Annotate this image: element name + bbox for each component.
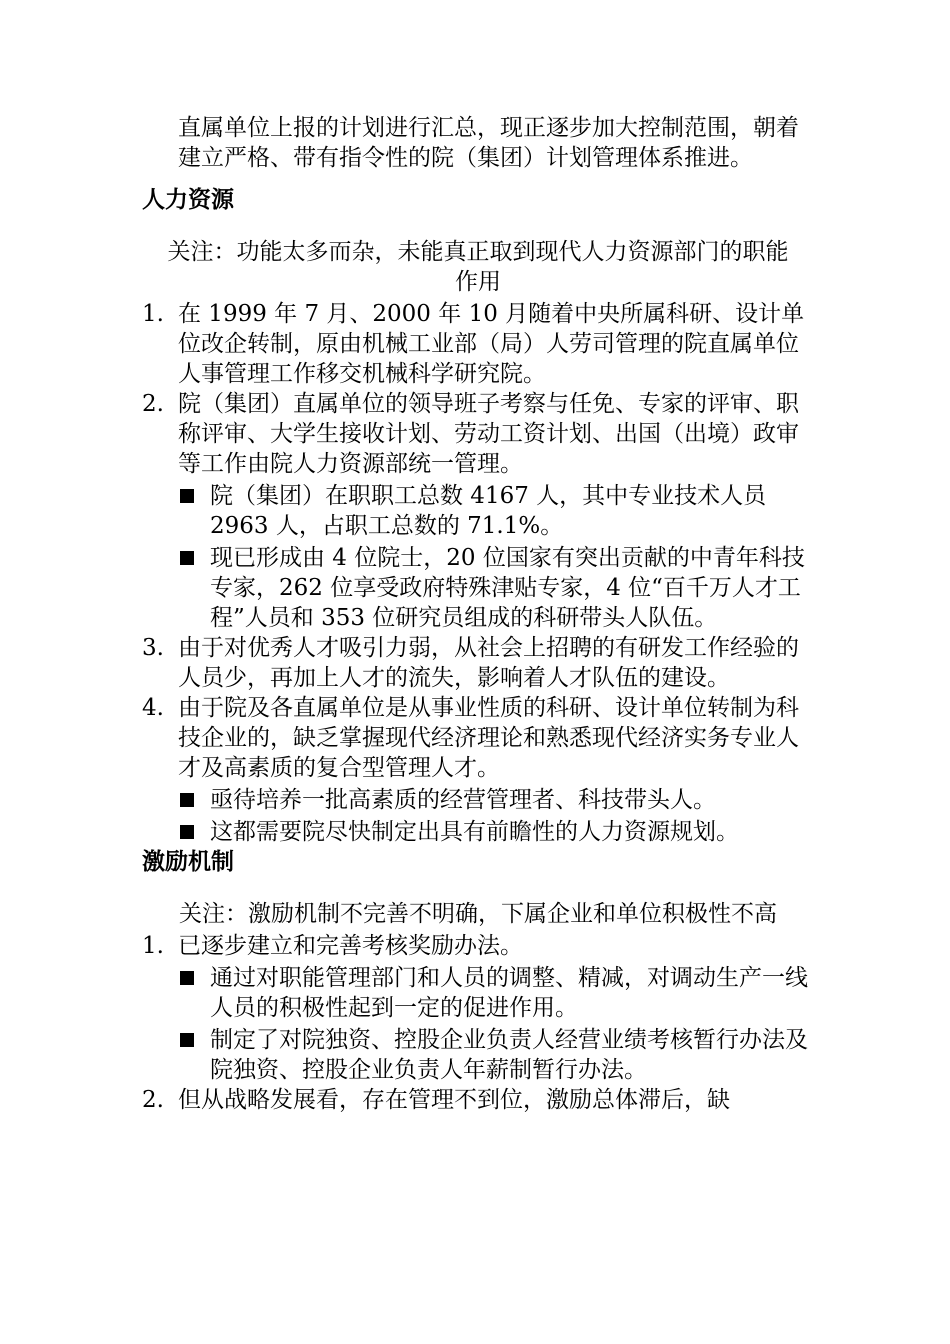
document-content xyxy=(142,113,814,1115)
bullet-text: 这都需要院尽快制定出具有前瞻性的人力资源规划。 xyxy=(210,819,739,845)
hr-item-1 xyxy=(142,299,814,389)
item-number: 3. xyxy=(142,635,164,661)
hr-bullet xyxy=(142,481,814,541)
incentive-bullet xyxy=(142,963,814,1023)
square-bullet-icon xyxy=(178,481,210,541)
item-number: 2. xyxy=(142,1087,164,1113)
section-heading-incentive: 激励机制 xyxy=(142,849,234,875)
incentive-bullet xyxy=(142,1025,814,1085)
hr-item-2 xyxy=(142,389,814,479)
square-bullet-icon xyxy=(178,785,210,815)
bullet-text: 院（集团）在职职工总数 4167 人，其中专业技术人员 2963 人，占职工总数的 71.1%。 xyxy=(210,483,767,539)
item-text: 在 1999 年 7 月、2000 年 10 月随着中央所属科研、设计单位改企转制，原由机械工业部（局）人劳司管理的院直属单位人事管理工作移交机械科学研究院。 xyxy=(178,301,805,387)
item-text: 已逐步建立和完善考核奖励办法。 xyxy=(178,933,523,959)
square-bullet-icon xyxy=(178,963,210,1023)
incentive-item-2 xyxy=(142,1085,814,1115)
item-number: 1. xyxy=(142,933,164,959)
hr-bullet xyxy=(142,543,814,633)
square-bullet-icon xyxy=(178,543,210,633)
item-number: 4. xyxy=(142,695,164,721)
item-text: 由于院及各直属单位是从事业性质的科研、设计单位转制为科技企业的，缺乏掌握现代经济理论和熟悉现代经济实务专业人才及高素质的复合型管理人才。 xyxy=(178,695,799,781)
item-number: 2. xyxy=(142,391,164,417)
item-number: 1. xyxy=(142,301,164,327)
intro-paragraph: 直属单位上报的计划进行汇总，现正逐步加大控制范围，朝着建立严格、带有指令性的院（集团）计划管理体系推进。 xyxy=(178,115,799,171)
hr-item-4 xyxy=(142,693,814,783)
item-text: 由于对优秀人才吸引力弱，从社会上招聘的有研发工作经验的人员少，再加上人才的流失，影响着人才队伍的建设。 xyxy=(178,635,799,691)
hr-bullet xyxy=(142,785,814,815)
bullet-text: 制定了对院独资、控股企业负责人经营业绩考核暂行办法及院独资、控股企业负责人年薪制暂行办法。 xyxy=(210,1027,808,1083)
incentive-note: 关注：激励机制不完善不明确，下属企业和单位积极性不高 xyxy=(179,901,777,927)
hr-note: 关注：功能太多而杂，未能真正取到现代人力资源部门的职能作用 xyxy=(167,239,789,295)
bullet-text: 亟待培养一批高素质的经营管理者、科技带头人。 xyxy=(210,787,716,813)
bullet-text: 现已形成由 4 位院士，20 位国家有突出贡献的中青年科技专家，262 位享受政府特殊津贴专家，4 位“百千万人才工程”人员和 353 位研究员组成的科研带头人队伍。 xyxy=(210,545,805,631)
hr-item-3 xyxy=(142,633,814,693)
section-heading-hr: 人力资源 xyxy=(142,187,234,213)
square-bullet-icon xyxy=(178,817,210,847)
hr-bullet xyxy=(142,817,814,847)
item-text: 院（集团）直属单位的领导班子考察与任免、专家的评审、职称评审、大学生接收计划、劳动工资计划、出国（出境）政审等工作由院人力资源部统一管理。 xyxy=(178,391,799,477)
incentive-item-1 xyxy=(142,931,814,961)
square-bullet-icon xyxy=(178,1025,210,1085)
item-text: 但从战略发展看，存在管理不到位，激励总体滞后，缺 xyxy=(178,1087,730,1113)
bullet-text: 通过对职能管理部门和人员的调整、精减，对调动生产一线人员的积极性起到一定的促进作用。 xyxy=(210,965,808,1021)
